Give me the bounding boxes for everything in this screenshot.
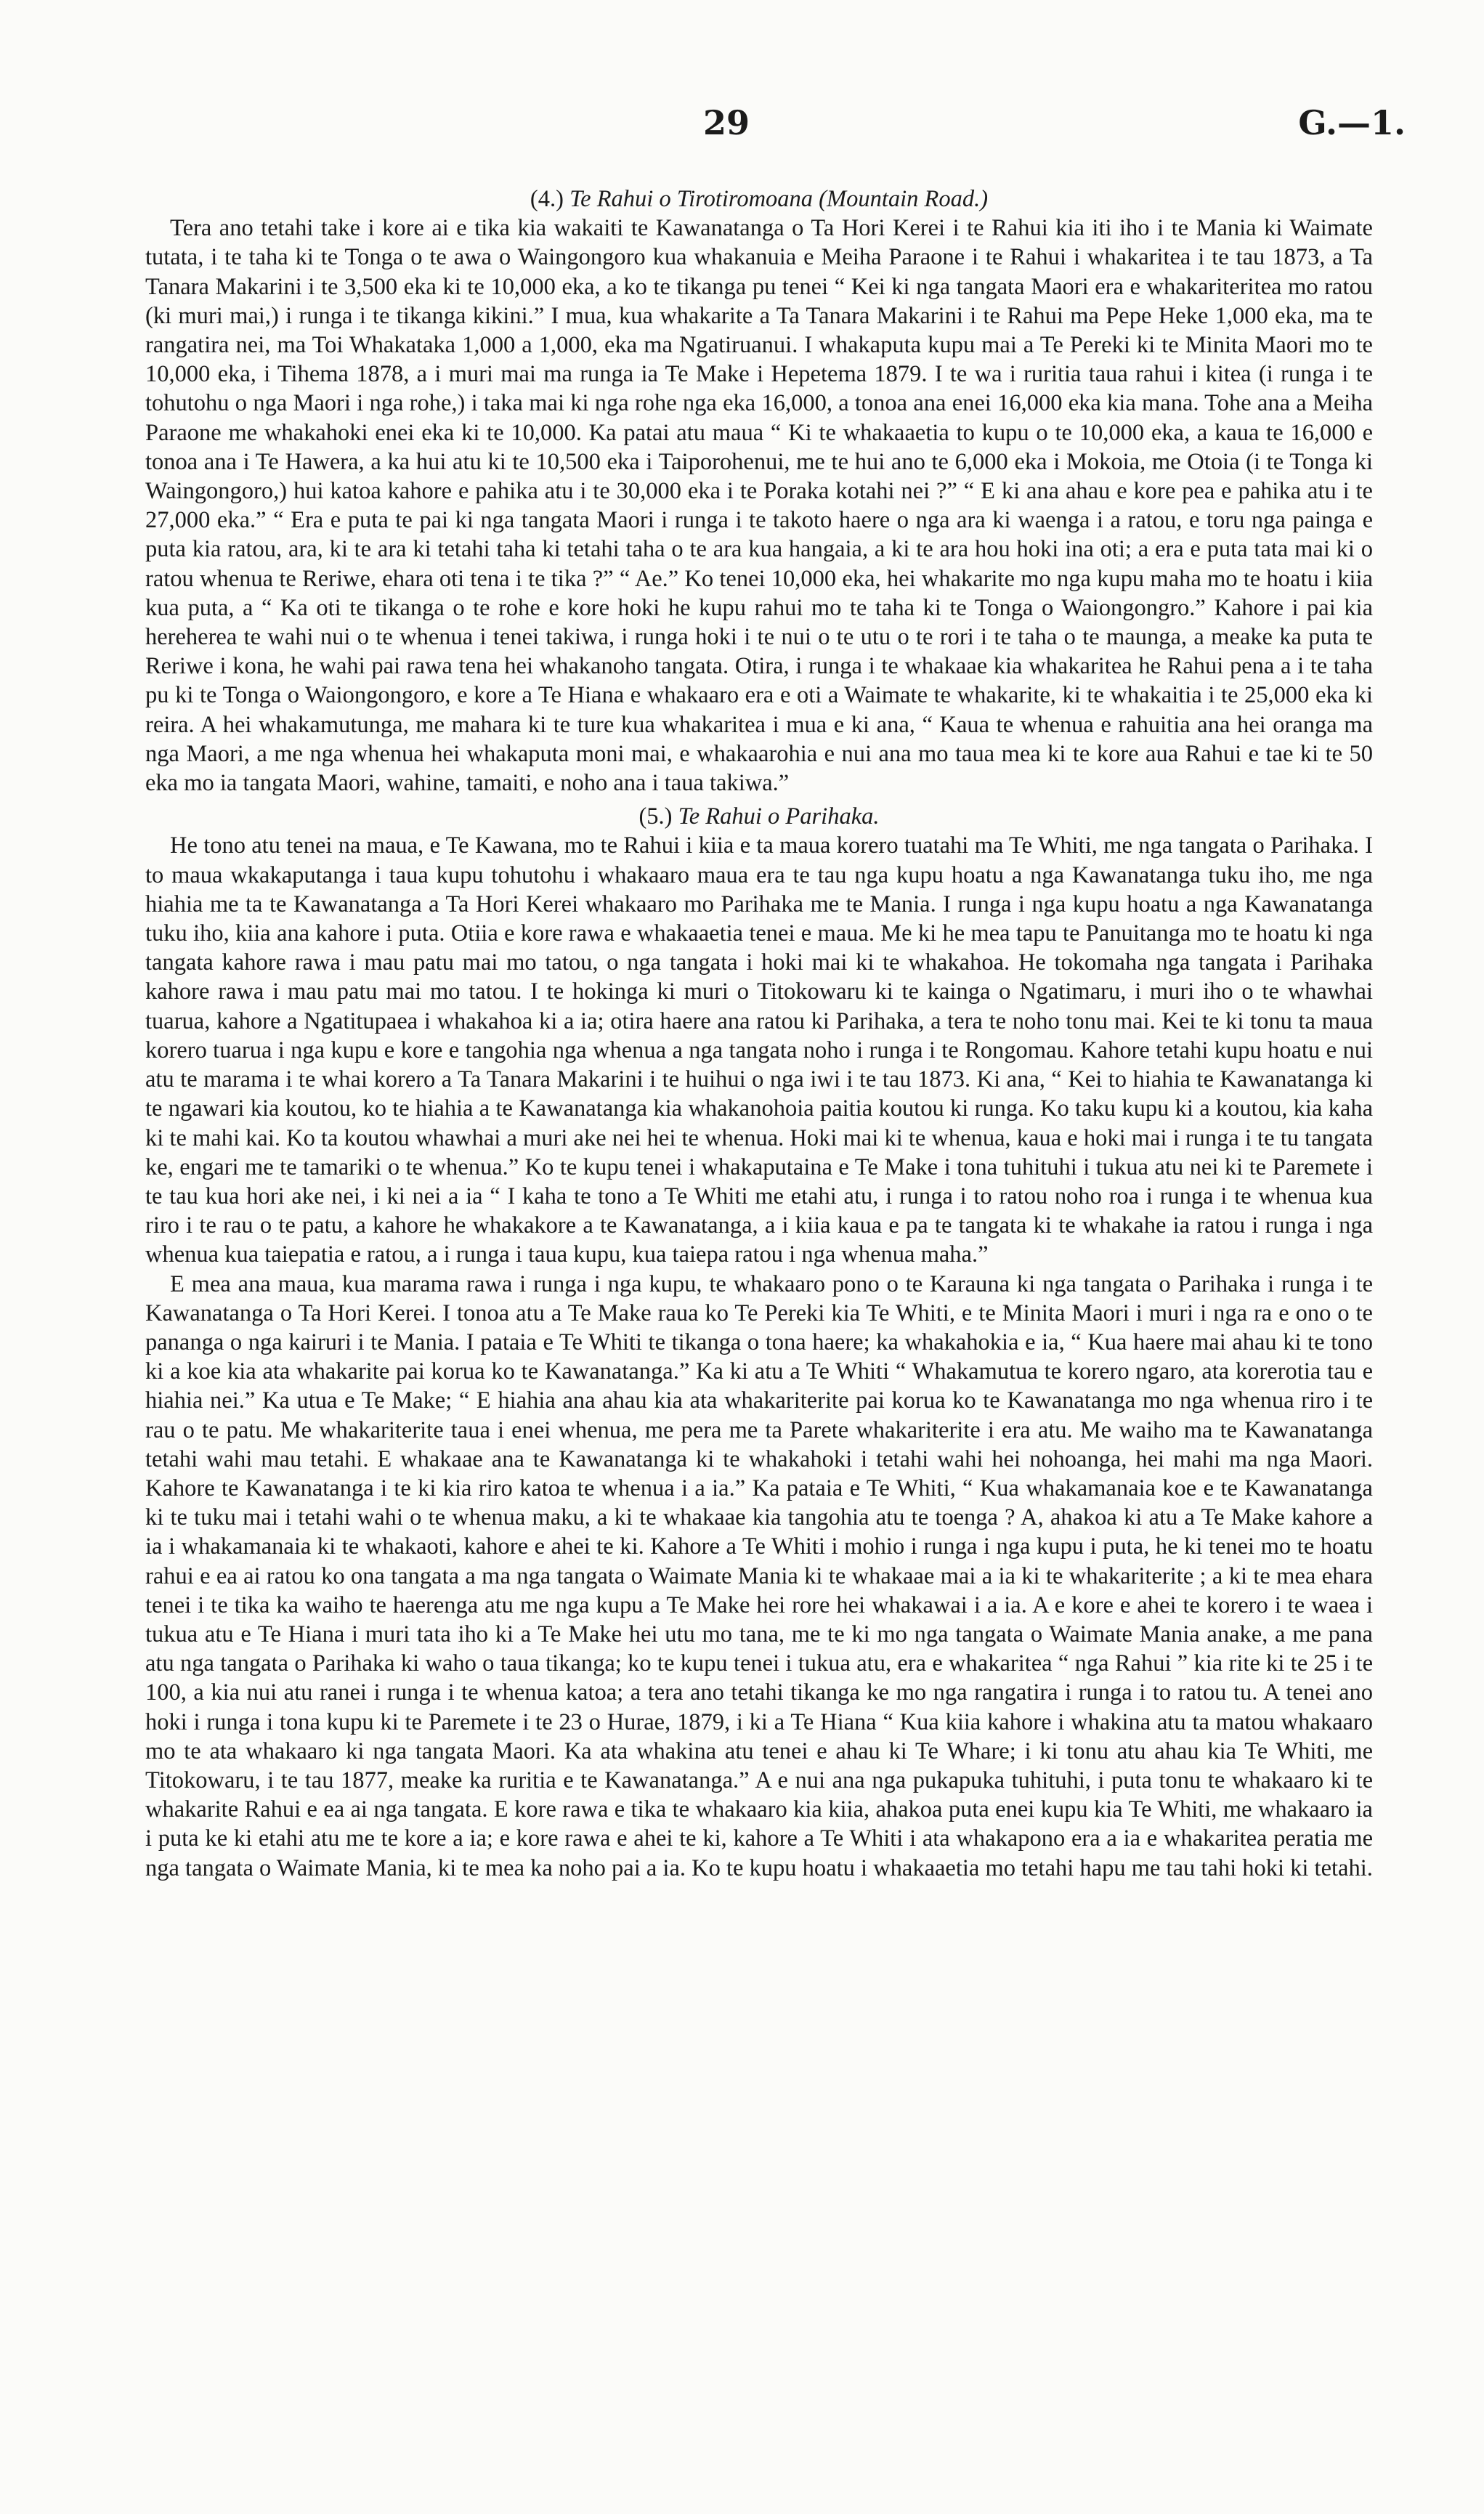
section-parihaka: [145, 802, 1373, 1883]
section-number: (4.): [530, 186, 564, 212]
section-number: (5.): [638, 803, 673, 830]
page-header: [0, 94, 1484, 153]
section-title: Te Rahui o Tirotiromoana (Mountain Road.): [569, 186, 989, 212]
paragraph: Tera ano tetahi take i kore ai e tika kia wakaiti te Kawanatanga o Ta Hori Kerei i te Rahui kia iti iho i te Mania ki Waimate tutata, i te taha ki te Tonga o te awa o Waingongoro kua whakanuia e Meiha Paraone i te Rahui i whakaritea i te tau 1873, a Ta Tanara Makarini i te 3,500 eka ki te 10,000 eka, a ko te tikanga pu tenei “ Kei ki nga tangata Maori era e whakariteritea mo ratou (ki muri mai,) i runga i te tikanga kikini.” I mua, kua whakarite a Ta Tanara Makarini i te Rahui ma Pepe Heke 1,000 eka, ma te rangatira nei, ma Toi Whakataka 1,000 a 1,000, eka ma Ngatiruanui. I whakaputa kupu mai a Te Pereki ki te Minita Maori mo te 10,000 eka, i Tihema 1878, a i muri mai ma runga ia Te Make i Hepetema 1879. I te wa i ruritia taua rahui i kitea (i runga i te tohutohu o nga Maori i nga rohe,) i taka mai ki nga rohe nga eka 16,000, a tonoa ana enei 16,000 eka kia mana. Tohe ana a Meiha Paraone me whakahoki enei eka ki te 10,000. Ka patai atu maua “ Ki te whakaaetia to kupu o te 10,000 eka, a kaua te 16,000 e tonoa ana i Te Hawera, a ka hui atu ki te 10,500 eka i Taiporohenui, me te hui ano te 6,000 eka i Mokoia, me Otoia (i te Tonga ki Waingongoro,) hui katoa kahore e pahika atu i te 30,000 eka i te Poraka kotahi nei ?” “ E ki ana ahau e kore pea e pahika atu i te 27,000 eka.” “ Era e puta te pai ki nga tangata Maori i runga i te takoto haere o nga ara ki waenga i a ratou, e toru nga painga e puta kia ratou, ara, ki te ara ki tetahi taha ki tetahi taha o te ara kua hangaia, a ki te ara hou hoki ina oti; a era e puta tata mai ki o ratou whenua te Reriwe, ehara oti tena i te tika ?” “ Ae.” Ko tenei 10,000 eka, hei whakarite mo nga kupu maha mo te hoatu i kiia kua puta, a “ Ka oti te tikanga o te rohe e kore hoki he kupu rahui mo te taha ki te Tonga o Waiongongro.” Kahore i pai kia hereherea te wahi nui o te whenua i tenei takiwa, i runga hoki i te nui o te utu o te rori i te taha o te maunga, a meake ka puta te Reriwe i kona, he wahi pai rawa tena hei whakanoho tangata. Otira, i runga i te whakaae kia whakaritea he Rahui pena a i te taha pu ki te Tonga o Waiongongoro, e kore a Te Hiana e whakaaro era e oti a Waimate te whakarite, ki te whakaitia i te 25,000 eka ki reira. A hei whakamutunga, me mahara ki te ture kua whakaritea i mua e ki ana, “ Kaua te whenua e rahuitia ana hei oranga ma nga Maori, a me nga whenua hei whakaputa moni mai, e whakaarohia e nui ana mo taua mea ki te kore aua Rahui e tae ki te 50 eka mo ia tangata Maori, wahine, tamaiti, e noho ana i taua takiwa.”: [145, 215, 1373, 797]
section-mountain-road: [145, 185, 1373, 798]
section-heading: [145, 185, 1373, 214]
section-heading: [145, 802, 1373, 831]
paragraph: E mea ana maua, kua marama rawa i runga i nga kupu, te whakaaro pono o te Karauna ki nga tangata o Parihaka i runga i te Kawanatanga o Ta Hori Kerei. I tonoa atu a Te Make raua ko Te Pereki kia Te Whiti, e te Minita Maori i muri i nga ra e ono o te pananga o nga kairuri i te Mania. I pataia e Te Whiti te tikanga o tona haere; ka whakahokia e ia, “ Kua haere mai ahau ki te tono ki a koe kia ata whakarite pai korua ko te Kawanatanga.” Ka ki atu a Te Whiti “ Whakamutua te korero ngaro, ata korerotia tau e hiahia nei.” Ka utua e Te Make; “ E hiahia ana ahau kia ata whakariterite pai korua ko te Kawanatanga mo nga whenua riro i te rau o te patu. Me whakariterite taua i enei whenua, me pera me ta Parete whakariterite i era atu. Me waiho ma te Kawanatanga tetahi wahi mau tetahi. E whakaae ana te Kawanatanga ki te whakahoki i tetahi wahi hei nohoanga, hei mahi ma nga Maori. Kahore te Kawanatanga i te ki kia riro katoa te whenua i a ia.” Ka pataia e Te Whiti, “ Kua whakamanaia koe e te Kawanatanga ki te tuku mai i tetahi wahi o te whenua maku, a ki te whakaae kia tangohia atu te toenga ? A, ahakoa ki atu a Te Make kahore a ia i whakamanaia ki te whakaoti, kahore e ahei te ki. Kahore a Te Whiti i mohio i runga i nga kupu i puta, he ki tenei mo te hoatu rahui e ea ai ratou ko ona tangata a ma nga tangata o Waimate Mania ki te whakaae mai a ia ki te whakariterite ; a ki te mea ehara tenei i te tika ka waiho te haerenga atu me nga kupu a Te Make hei rore hei whakawai i a ia. A e kore e ahei te korero i te waea i tukua atu e Te Hiana i muri tata iho ki a Te Make hei utu mo tana, me te ki mo nga tangata o Waimate Mania anake, a me pana atu nga tangata o Parihaka ki waho o taua tikanga; ko te kupu tenei i tukua atu, era e whakaritea “ nga Rahui ” kia rite ki te 25 i te 100, a kia nui atu ranei i runga i te whenua katoa; a tera ano tetahi tikanga ke mo nga rangatira i runga i to ratou tu. A tenei ano hoki i runga i tona kupu ki te Paremete i te 23 o Hurae, 1879, i ki a Te Hiana “ Kua kiia kahore i whakina atu ta matou whakaaro mo te ata whakaaro ki nga tangata Maori. Ka ata whakina atu tenei e ahau ki Te Whare; i ki tonu atu ahau kia Te Whiti, me Titokowaru, i te tau 1877, meake ka ruritia e te Kawanatanga.” A e nui ana nga pukapuka tuhituhi, i puta tonu te whakaaro ki te whakarite Rahui e ea ai nga tangata. E kore rawa e tika te whakaaro kia kiia, ahakoa puta enei kupu kia Te Whiti, me whakaaro ia i puta ke ki etahi atu me te kore a ia; e kore rawa e ahei te ki, kahore a Te Whiti i ata whakapono era a ia e whakaritea peratia me nga tangata o Waimate Mania, ki te mea ka noho pai a ia. Ko te kupu hoatu i whakaaetia mo tetahi hapu me tau tahi hoki ki tetahi.: [145, 1270, 1373, 1881]
paragraph: He tono atu tenei na maua, e Te Kawana, mo te Rahui i kiia e ta maua korero tuatahi ma Te Whiti, me nga tangata o Parihaka. I to maua wkakaputanga i taua kupu tohutohu i whakaaro maua era te tau nga kupu hoatu a nga Kawanatanga tuku iho, me nga hiahia me ta te Kawanatanga a Ta Hori Kerei whakaaro mo Parihaka me te Mania. I runga i nga kupu hoatu a nga Kawanatanga tuku iho, kiia ana kahore i puta. Otiia e kore rawa e whakaaetia tenei e maua. Me ki he mea tapu te Panuitanga mo te hoatu ki nga tangata kahore rawa i mau patu mai mo tatou, o nga tangata i hoki mai ki te whakahoa. He tokomaha nga tangata i Parihaka kahore rawa i mau patu mai mo tatou. I te hokinga ki muri o Titokowaru ki te kainga o Ngatimaru, i muri iho o te whawhai tuarua, kahore a Ngatitupaea i whakahoa ki a ia; otira haere ana ratou ki Parihaka, a tera te noho tonu mai. Kei te ki tonu ta maua korero tuarua i nga kupu e kore e tangohia nga whenua a nga tangata noho i runga i te Rongomau. Kahore tetahi kupu hoatu e nui atu te marama i te whai korero a Ta Tanara Makarini i te huihui o nga iwi i te tau 1873. Ki ana, “ Kei to hiahia te Kawanatanga ki te ngawari kia koutou, ko te hiahia a te Kawanatanga kia whakanohoia paitia koutou ki runga. Ko taku kupu ki a koutou, kia kaha ki te mahi kai. Ko ta koutou whawhai a muri ake nei hei te whenua. Hoki mai ki te whenua, kaua e hoki mai i runga i te tu tangata ke, engari me te tamariki o te whenua.” Ko te kupu tenei i whakaputaina e Te Make i tona tuhituhi i tukua atu nei ki te Paremete i te tau kua hori ake nei, i ki nei a ia “ I kaha te tono a Te Whiti me etahi atu, i runga i to ratou noho roa i runga i te whenua kua riro i te rau o te patu, a kahore he whakakore a te Kawanatanga, a i kiia kaua e pa te tangata ki te whakahe ia ratou i runga i nga whenua kua taiepatia e ratou, a i runga i taua kupu, kua taiepa ratou i nga whenua maha.”: [145, 832, 1373, 1268]
page-number: 29: [703, 103, 750, 142]
body-text: [145, 180, 1373, 1883]
section-title: Te Rahui o Parihaka.: [678, 803, 880, 830]
document-reference: G.—1.: [1298, 103, 1406, 142]
